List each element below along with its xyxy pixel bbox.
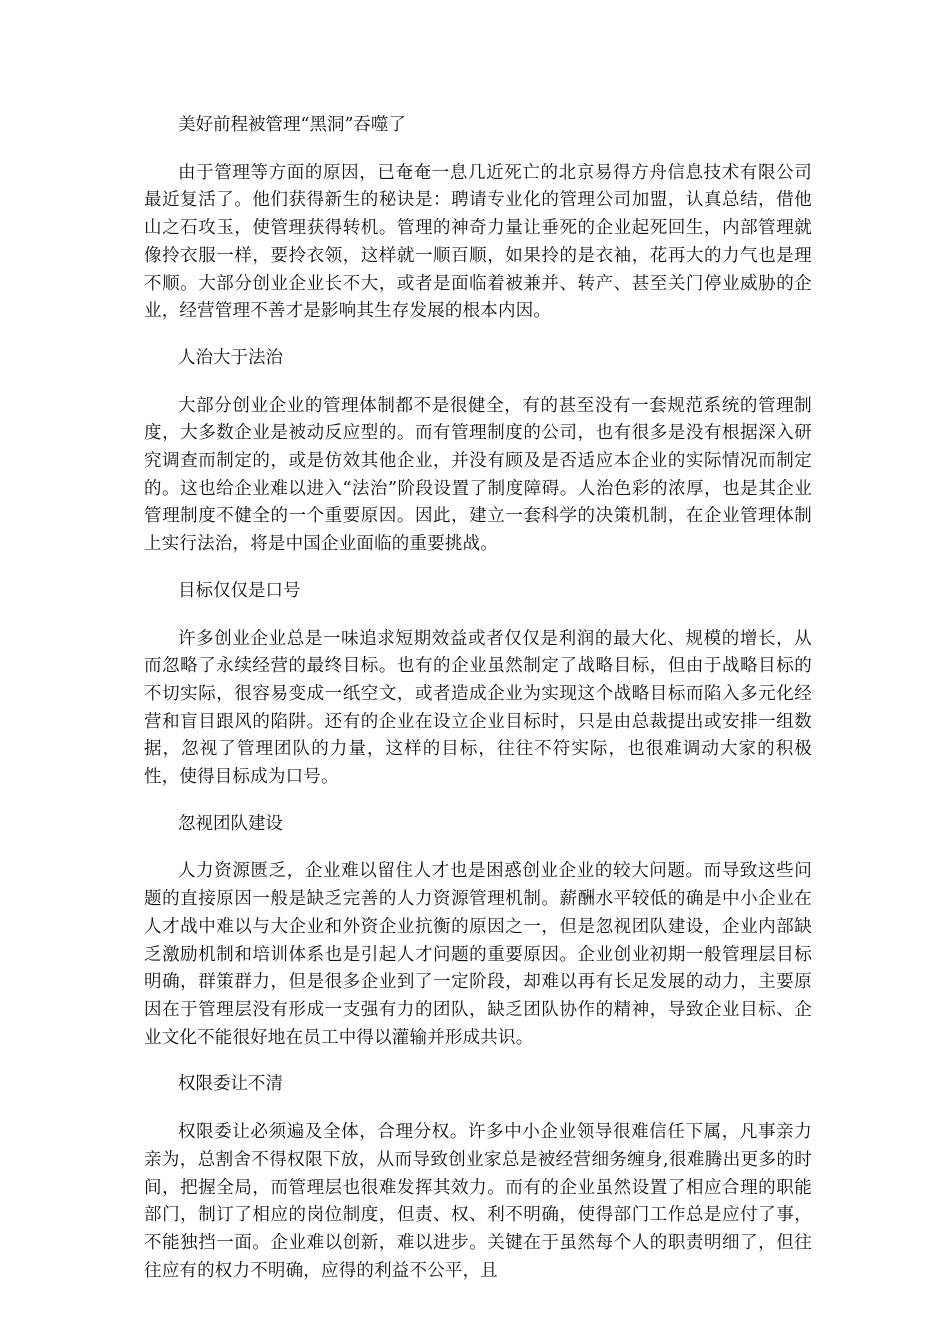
section-heading: 目标仅仅是口号 — [178, 580, 301, 601]
section-heading: 忽视团队建设 — [178, 813, 283, 834]
article-body — [144, 112, 812, 1304]
section-paragraph: 人力资源匮乏，企业难以留住人才也是困惑创业企业的较大问题。而导致这些问题的直接原因一般是缺乏完善的人力资源管理机制。薪酬水平较低的确是中小企业在人才战中难以与大企业和外资企业抗衡的原因之一，但是忽视团队建设，企业内部缺乏激励机制和培训体系也是引起人才问题的重要原因。企业创业初期一般管理层目标明确，群策群力，但是很多企业到了一定阶段，却难以再有长足发展的动力，主要原因在于管理层没有形成一支强有力的团队，缺乏团队协作的精神，导致企业目标、企业文化不能很好地在员工中得以灌输并形成共识。 — [144, 861, 812, 1048]
section-heading: 人治大于法治 — [178, 347, 283, 368]
section-paragraph: 大部分创业企业的管理体制都不是很健全，有的甚至没有一套规范系统的管理制度，大多数企业是被动反应型的。而有管理制度的公司，也有很多是没有根据深入研究调查而制定的，或是仿效其他企业，并没有顾及是否适应本企业的实际情况而制定的。这也给企业难以进入“法治”阶段设置了制度障碍。人治色彩的浓厚，也是其企业管理制度不健全的一个重要原因。因此，建立一套科学的决策机制，在企业管理体制上实行法治，将是中国企业面临的重要挑战。 — [144, 395, 812, 555]
section-paragraph: 许多创业企业总是一味追求短期效益或者仅仅是利润的最大化、规模的增长，从而忽略了永续经营的最终目标。也有的企业虽然制定了战略目标，但由于战略目标的不切实际，很容易变成一纸空文，或者造成企业为实现这个战略目标而陷入多元化经营和盲目跟风的陷阱。还有的企业在设立企业目标时，只是由总裁提出或安排一组数据，忽视了管理团队的力量，这样的目标，往往不符实际，也很难调动大家的积极性，使得目标成为口号。 — [144, 628, 812, 788]
section-paragraph: 由于管理等方面的原因，已奄奄一息几近死亡的北京易得方舟信息技术有限公司最近复活了。他们获得新生的秘诀是：聘请专业化的管理公司加盟，认真总结，借他山之石攻玉，使管理获得转机。管理的神奇力量让垂死的企业起死回生，内部管理就像拎衣服一样，要拎衣领，这样就一顺百顺，如果拎的是衣袖，花再大的力气也是理不顺。大部分创业企业长不大，或者是面临着被兼并、转产、甚至关门停业威胁的企业，经营管理不善才是影响其生存发展的根本内因。 — [144, 162, 812, 322]
section-paragraph: 权限委让必须遍及全体，合理分权。许多中小企业领导很难信任下属，凡事亲力亲为，总割舍不得权限下放，从而导致创业家总是被经营细务缠身,很难腾出更多的时间，把握全局，而管理层也很难发挥其效力。而有的企业虽然设置了相应合理的职能部门，制订了相应的岗位制度，但责、权、利不明确，使得部门工作总是应付了事，不能独挡一面。企业难以创新，难以进步。关键在于虽然每个人的职责明细了，但往往应有的权力不明确，应得的利益不公平，且 — [144, 1122, 812, 1281]
section-heading: 权限委让不清 — [178, 1074, 283, 1095]
section-heading: 美好前程被管理“黑洞”吞噬了 — [178, 115, 406, 135]
